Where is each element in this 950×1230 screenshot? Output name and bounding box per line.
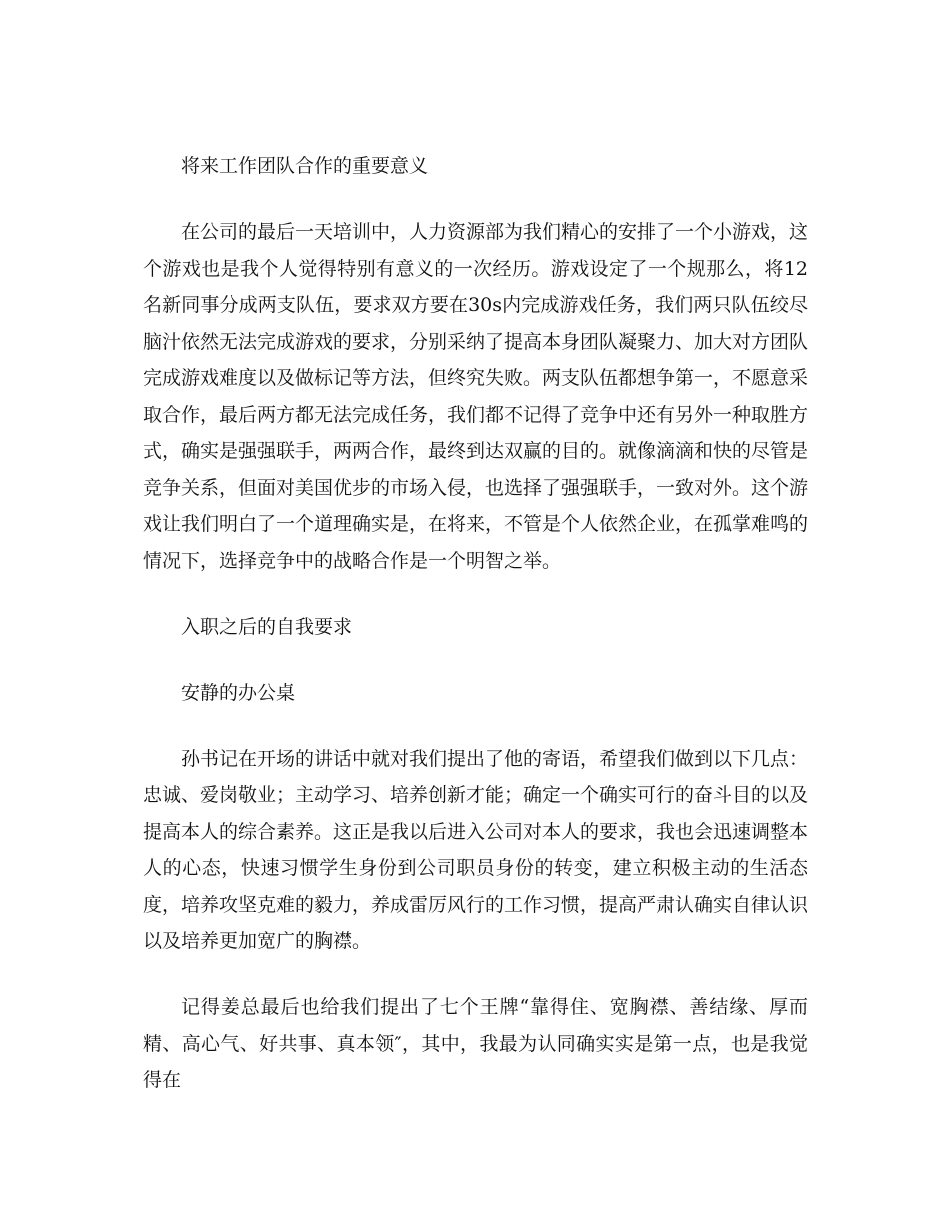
paragraph-training-game: 在公司的最后一天培训中，人力资源部为我们精心的安排了一个小游戏，这个游戏也是我个人觉得特别有意义的一次经历。游戏设定了一个规那么，将12名新同事分成两支队伍，要求双方要在30s内完成游戏任务，我们两只队伍绞尽脑汁依然无法完成游戏的要求，分别采纳了提高本身团队凝聚力、加大对方团队完成游戏难度以及做标记等方法，但终究失败。两支队伍都想争第一，不愿意采取合作，最后两方都无法完成任务，我们都不记得了竞争中还有另外一种取胜方式，确实是强强联手，两两合作，最终到达双赢的目的。就像滴滴和快的尽管是竞争关系，但面对美国优步的市场入侵，也选择了强强联手，一致对外。这个游戏让我们明白了一个道理确实是，在将来，不管是个人依然企业，在孤掌难鸣的情况下，选择竞争中的战略合作是一个明智之举。 [143, 221, 809, 572]
document-body [143, 148, 808, 1099]
section-heading-quiet-desk: 安静的办公桌 [181, 681, 296, 704]
paragraph-seven-trumps: 记得姜总最后也给我们提出了七个王牌“靠得住、宽胸襟、善结缘、厚而精、高心气、好共事、真本领″，其中，我最为认同确实实是第一点，也是我觉得在 [143, 996, 808, 1091]
section-heading-team-cooperation: 将来工作团队合作的重要意义 [181, 155, 429, 177]
paragraph-secretary-speech: 孙书记在开场的讲话中就对我们提出了他的寄语，希望我们做到以下几点：忠诚、爱岗敬业；主动学习、培养创新才能；确定一个确实可行的奋斗目的以及提高本人的综合素养。这正是我以后进入公司对本人的要求，我也会迅速调整本人的心态，快速习惯学生身份到公司职员身份的转变，建立积极主动的生活态度，培养攻坚克难的毅力，养成雷厉风行的工作习惯，提高严肃认确实自律认识以及培养更加宽广的胸襟。 [143, 747, 809, 952]
section-heading-self-requirements: 入职之后的自我要求 [181, 615, 353, 638]
